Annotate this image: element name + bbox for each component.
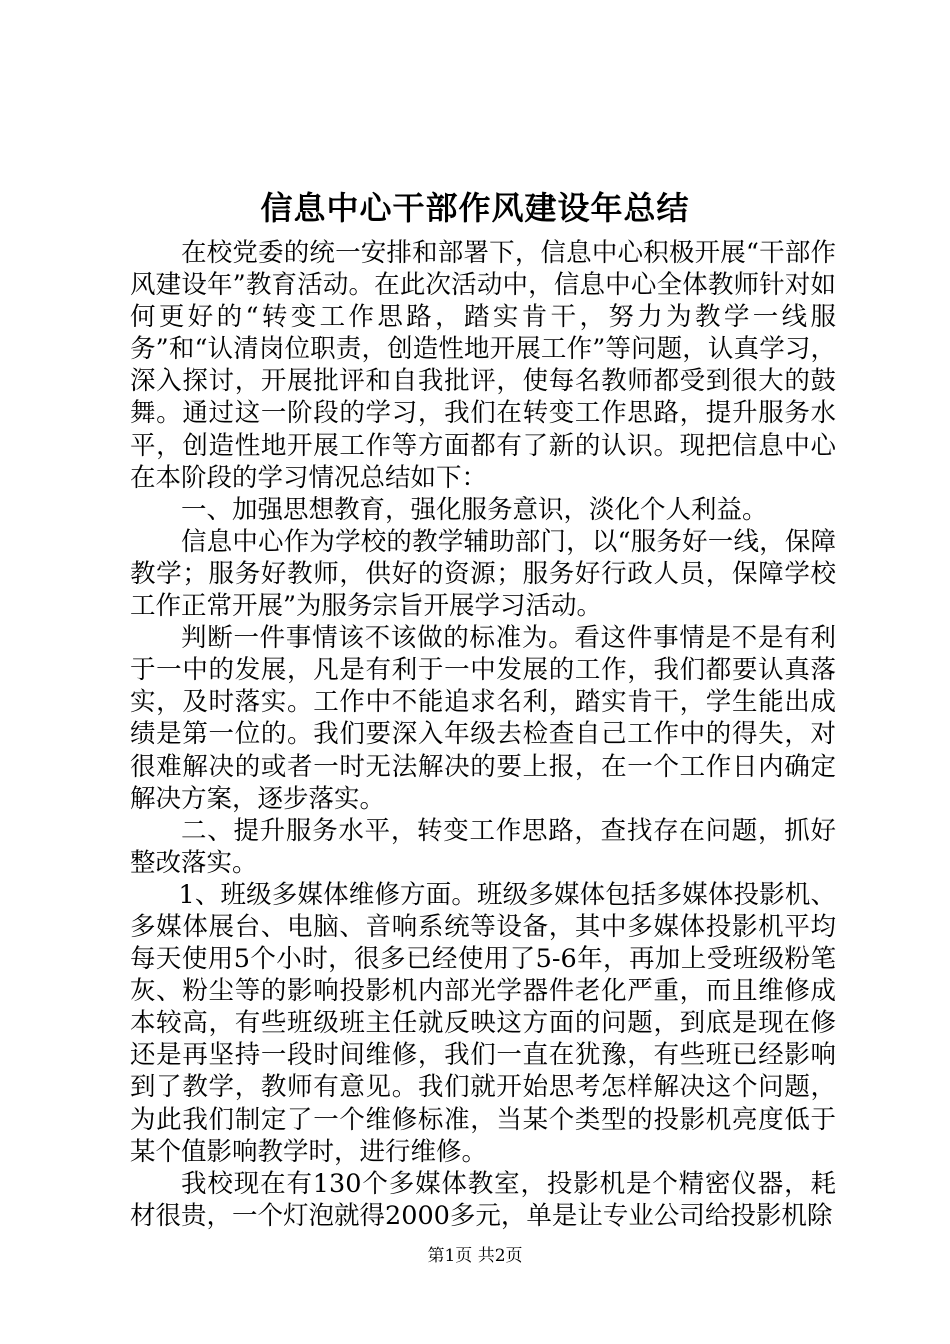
document-title: 信息中心干部作风建设年总结 [260, 189, 690, 227]
paragraph-service-purpose: 信息中心作为学校的教学辅助部门，以“服务好一线，保障教学；服务好教师，供好的资源；服务好行政人员，保障学校工作正常开展”为服务宗旨开展学习活动。 [130, 526, 836, 622]
document-body [130, 237, 836, 1232]
page-footer: 第1页 共2页 [427, 1246, 523, 1266]
paragraph-multimedia-repair: 1、班级多媒体维修方面。班级多媒体包括多媒体投影机、多媒体展台、电脑、音响系统等设备，其中多媒体投影机平均每天使用5个小时，很多已经使用了5-6年，再加上受班级粉笔灰、粉尘等的影响投影机内部光学器件老化严重，而且维修成本较高，有些班级班主任就反映这方面的问题，到底是现在修还是再坚持一段时间维修，我们一直在犹豫，有些班已经影响到了教学，教师有意见。我们就开始思考怎样解决这个问题，为此我们制定了一个维修标准，当某个类型的投影机亮度低于某个值影响教学时，进行维修。 [130, 879, 836, 1167]
section-heading-2: 二、提升服务水平，转变工作思路，查找存在问题，抓好整改落实。 [130, 815, 836, 878]
section-heading-1: 一、加强思想教育，强化服务意识，淡化个人利益。 [181, 494, 768, 525]
paragraph-judgement-standard: 判断一件事情该不该做的标准为。看这件事情是不是有利于一中的发展，凡是有利于一中发展的工作，我们都要认真落实，及时落实。工作中不能追求名利，踏实肯干，学生能出成绩是第一位的。我们要深入年级去检查自己工作中的得失，对很难解决的或者一时无法解决的要上报，在一个工作日内确定解决方案，逐步落实。 [130, 623, 836, 814]
paragraph-classrooms: 我校现在有130个多媒体教室，投影机是个精密仪器，耗材很贵，一个灯泡就得2000多元，单是让专业公司给投影机除 [130, 1168, 836, 1231]
paragraph-intro: 在校党委的统一安排和部署下，信息中心积极开展“干部作风建设年”教育活动。在此次活动中，信息中心全体教师针对如何更好的“转变工作思路，踏实肯干，努力为教学一线服务”和“认清岗位职责，创造性地开展工作”等问题，认真学习，深入探讨，开展批评和自我批评，使每名教师都受到很大的鼓舞。通过这一阶段的学习，我们在转变工作思路，提升服务水平，创造性地开展工作等方面都有了新的认识。现把信息中心在本阶段的学习情况总结如下： [130, 238, 836, 493]
